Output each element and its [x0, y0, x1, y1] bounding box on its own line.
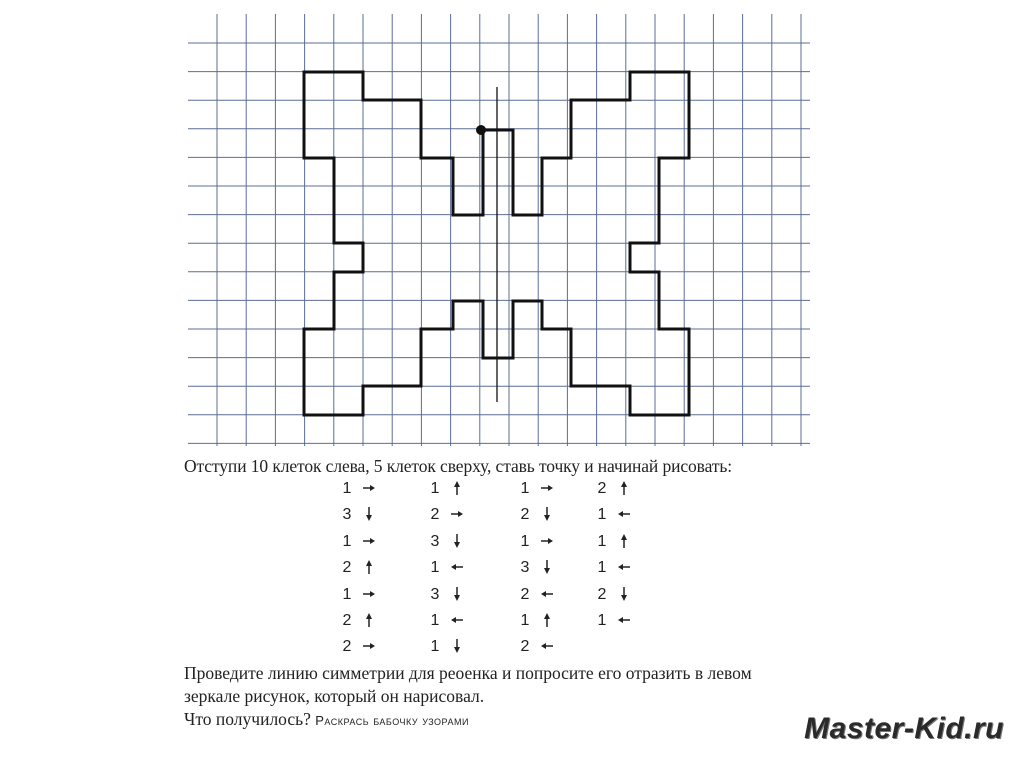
- step-count: 1: [520, 532, 530, 550]
- step-count: 2: [520, 506, 530, 524]
- step-count: 1: [597, 612, 607, 629]
- arrow-up-icon: [450, 480, 464, 496]
- arrow-right-icon: [362, 480, 376, 496]
- step-count: 1: [342, 585, 352, 603]
- step-count: 1: [342, 532, 352, 550]
- coloring-task: Раскрась бабочку узорами: [315, 713, 469, 728]
- grid-lines: [188, 14, 810, 446]
- step-count: 1: [597, 506, 607, 524]
- arrow-left-icon: [450, 612, 464, 628]
- outro-line-1: Проведите линию симметрии для реоенка и попросите его отразить в левом: [184, 663, 752, 683]
- step-count: 3: [430, 585, 440, 603]
- step-instruction: [518, 531, 588, 553]
- start-point: [476, 125, 486, 135]
- arrow-right-icon: [362, 533, 376, 549]
- step-count: 2: [597, 585, 607, 603]
- arrow-down-icon: [450, 533, 464, 549]
- step-instruction: [595, 531, 665, 553]
- arrow-down-icon: [450, 586, 464, 602]
- step-instruction: [518, 478, 588, 500]
- step-count: 2: [342, 612, 352, 629]
- step-count: 2: [597, 480, 607, 497]
- step-instruction: [340, 636, 410, 658]
- arrow-left-icon: [617, 559, 631, 575]
- step-count: 1: [430, 612, 440, 629]
- step-instruction: [428, 531, 498, 553]
- step-count: 3: [520, 559, 530, 577]
- arrow-down-icon: [617, 586, 631, 602]
- step-instruction: [518, 504, 588, 526]
- step-instruction: [518, 557, 588, 579]
- step-instruction: [595, 504, 665, 526]
- step-count: 1: [430, 559, 440, 577]
- step-count: 1: [520, 612, 530, 629]
- step-count: 1: [597, 559, 607, 577]
- step-instruction: [518, 610, 588, 632]
- step-instruction: [518, 636, 588, 658]
- outro-line-3: [184, 708, 752, 731]
- arrow-right-icon: [540, 480, 554, 496]
- step-count: 1: [342, 480, 352, 497]
- arrow-left-icon: [540, 586, 554, 602]
- step-count: 2: [342, 638, 352, 656]
- arrow-up-icon: [362, 559, 376, 575]
- step-instruction: [595, 610, 665, 632]
- arrow-left-icon: [617, 506, 631, 522]
- arrow-up-icon: [617, 533, 631, 549]
- instruction-outro: [184, 662, 752, 731]
- arrow-down-icon: [362, 506, 376, 522]
- arrow-down-icon: [540, 559, 554, 575]
- step-instruction: [340, 584, 410, 606]
- arrow-up-icon: [617, 480, 631, 496]
- arrow-right-icon: [362, 638, 376, 654]
- step-instruction: [518, 584, 588, 606]
- step-instruction: [428, 584, 498, 606]
- arrow-right-icon: [450, 506, 464, 522]
- step-instruction: [428, 557, 498, 579]
- arrow-right-icon: [540, 533, 554, 549]
- step-instruction: [595, 478, 665, 500]
- outro-line-2: зеркале рисунок, который он нарисовал.: [184, 686, 485, 706]
- arrow-left-icon: [450, 559, 464, 575]
- step-instruction: [428, 610, 498, 632]
- step-instruction: [428, 478, 498, 500]
- step-instruction: [595, 557, 665, 579]
- step-count: 1: [597, 532, 607, 550]
- step-count: 1: [430, 480, 440, 497]
- step-count: 2: [430, 506, 440, 524]
- site-watermark: Master-Kid.ru: [804, 712, 1004, 745]
- arrow-up-icon: [362, 612, 376, 628]
- outro-question: Что получилось?: [184, 709, 311, 729]
- arrow-down-icon: [540, 506, 554, 522]
- step-instruction: [340, 504, 410, 526]
- arrow-down-icon: [450, 638, 464, 654]
- step-count: 1: [520, 480, 530, 497]
- step-instruction: [340, 531, 410, 553]
- arrow-left-icon: [540, 638, 554, 654]
- arrow-right-icon: [362, 586, 376, 602]
- step-instruction: [428, 504, 498, 526]
- step-count: 2: [520, 638, 530, 656]
- step-count: 2: [520, 585, 530, 603]
- step-count: 2: [342, 559, 352, 577]
- step-instruction: [428, 636, 498, 658]
- step-count: 3: [430, 532, 440, 550]
- instruction-intro: Отступи 10 клеток слева, 5 клеток сверху, ставь точку и начинай рисовать:: [184, 456, 733, 476]
- step-instruction: [595, 584, 665, 606]
- step-instruction: [340, 557, 410, 579]
- arrow-up-icon: [540, 612, 554, 628]
- arrow-left-icon: [617, 612, 631, 628]
- step-count: 1: [430, 638, 440, 656]
- step-instruction: [340, 610, 410, 632]
- step-instruction: [340, 478, 410, 500]
- step-count: 3: [342, 506, 352, 524]
